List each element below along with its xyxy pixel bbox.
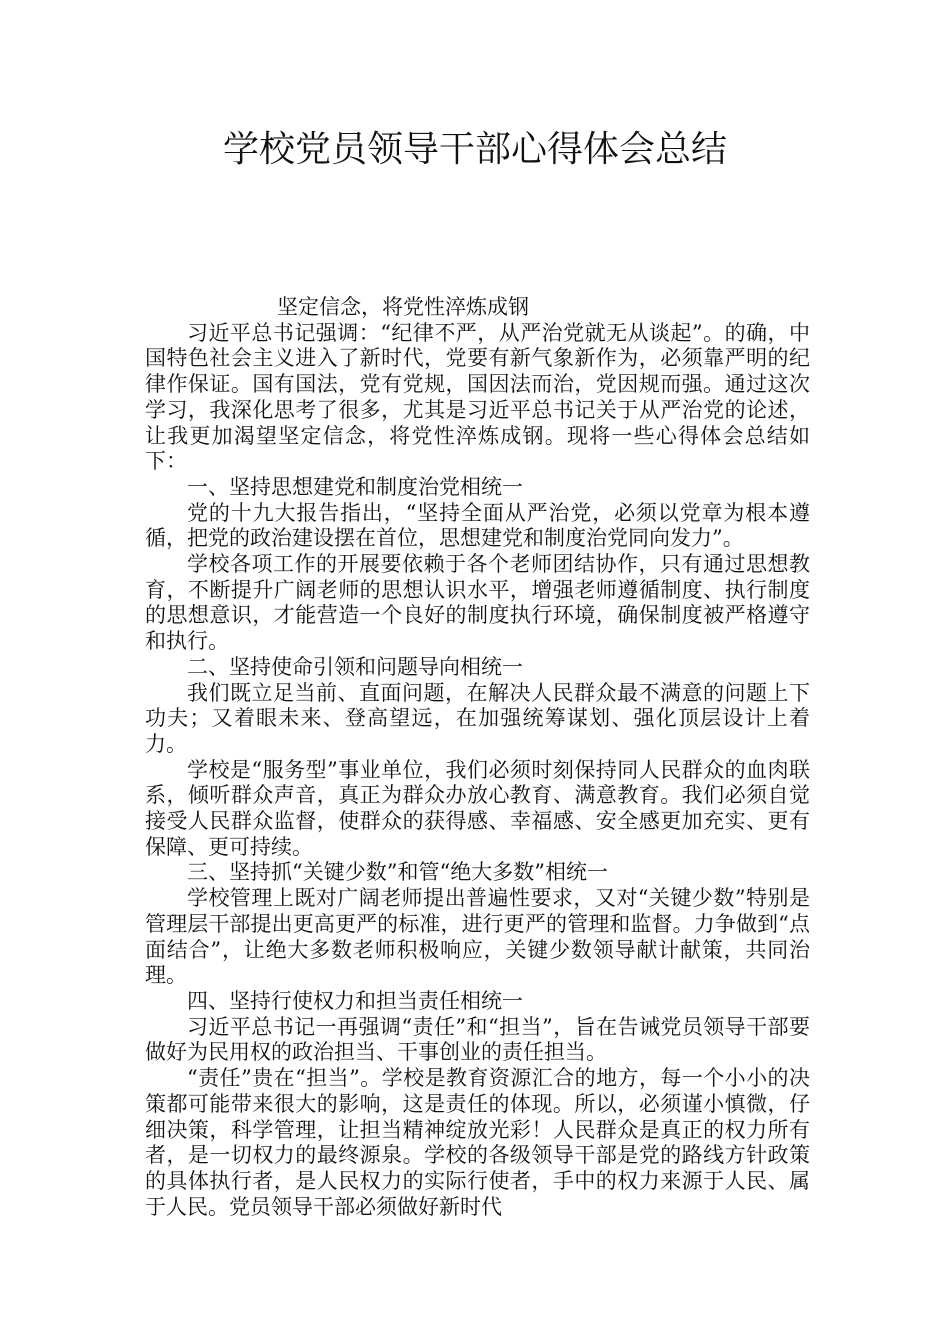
paragraph: 学校各项工作的开展要依赖于各个老师团结协作，只有通过思想教育，不断提升广阔老师的思想认识水平，增强老师遵循制度、执行制度的思想意识，才能营造一个良好的制度执行环境，确保制度被严格遵守和执行。	[145, 552, 810, 654]
paragraph: 学校是“服务型”事业单位，我们必须时刻保持同人民群众的血肉联系，倾听群众声音，真正为群众办放心教育、满意教育。我们必须自觉接受人民群众监督，使群众的获得感、幸福感、安全感更加充实、更有保障、更可持续。	[145, 757, 810, 859]
document-title: 学校党员领导干部心得体会总结	[222, 129, 727, 170]
section-heading-4: 四、坚持行使权力和担当责任相统一	[187, 988, 523, 1013]
paragraph: 党的十九大报告指出，“坚持全面从严治党，必须以党章为根本遵循，把党的政治建设摆在首位，思想建党和制度治党同向发力”。	[145, 500, 810, 551]
section-heading-3: 三、坚持抓“关键少数”和管“绝大多数”相统一	[187, 860, 608, 885]
section-heading-1: 一、坚持思想建党和制度治党相统一	[187, 474, 523, 499]
paragraph: 我们既立足当前、直面问题，在解决人民群众最不满意的问题上下功夫；又着眼未来、登高望远，在加强统筹谋划、强化顶层设计上着力。	[145, 680, 810, 756]
section-heading-2: 二、坚持使命引领和问题导向相统一	[187, 654, 523, 679]
document-body	[145, 295, 810, 1220]
paragraph: 学校管理上既对广阔老师提出普遍性要求，又对“关键少数”特别是管理层干部提出更高更严的标准，进行更严的管理和监督。力争做到“点面结合”，让绝大多数老师积极响应，关键少数领导献计献策，共同治理。	[145, 886, 810, 988]
paragraph: “责任”贵在“担当”。学校是教育资源汇合的地方，每一个小小的决策都可能带来很大的影响，这是责任的体现。所以，必须谨小慎微，仔细决策，科学管理，让担当精神绽放光彩！人民群众是真正的权力所有者，是一切权力的最终源泉。学校的各级领导干部是党的路线方针政策的具体执行者，是人民权力的实际行使者，手中的权力来源于人民、属于人民。党员领导干部必须做好新时代	[145, 1066, 810, 1219]
paragraph: 习近平总书记一再强调“责任”和“担当”，旨在告诫党员领导干部要做好为民用权的政治担当、干事创业的责任担当。	[145, 1014, 810, 1065]
document-subtitle: 坚定信念，将党性淬炼成钢	[277, 295, 529, 319]
paragraph-intro: 习近平总书记强调：“纪律不严，从严治党就无从谈起”。的确，中国特色社会主义进入了新时代，党要有新气象新作为，必须靠严明的纪律作保证。国有国法，党有党规，国因法而治，党因规而强。通过这次学习，我深化思考了很多，尤其是习近平总书记关于从严治党的论述，让我更加渴望坚定信念，将党性淬炼成钢。现将一些心得体会总结如下：	[145, 320, 810, 474]
